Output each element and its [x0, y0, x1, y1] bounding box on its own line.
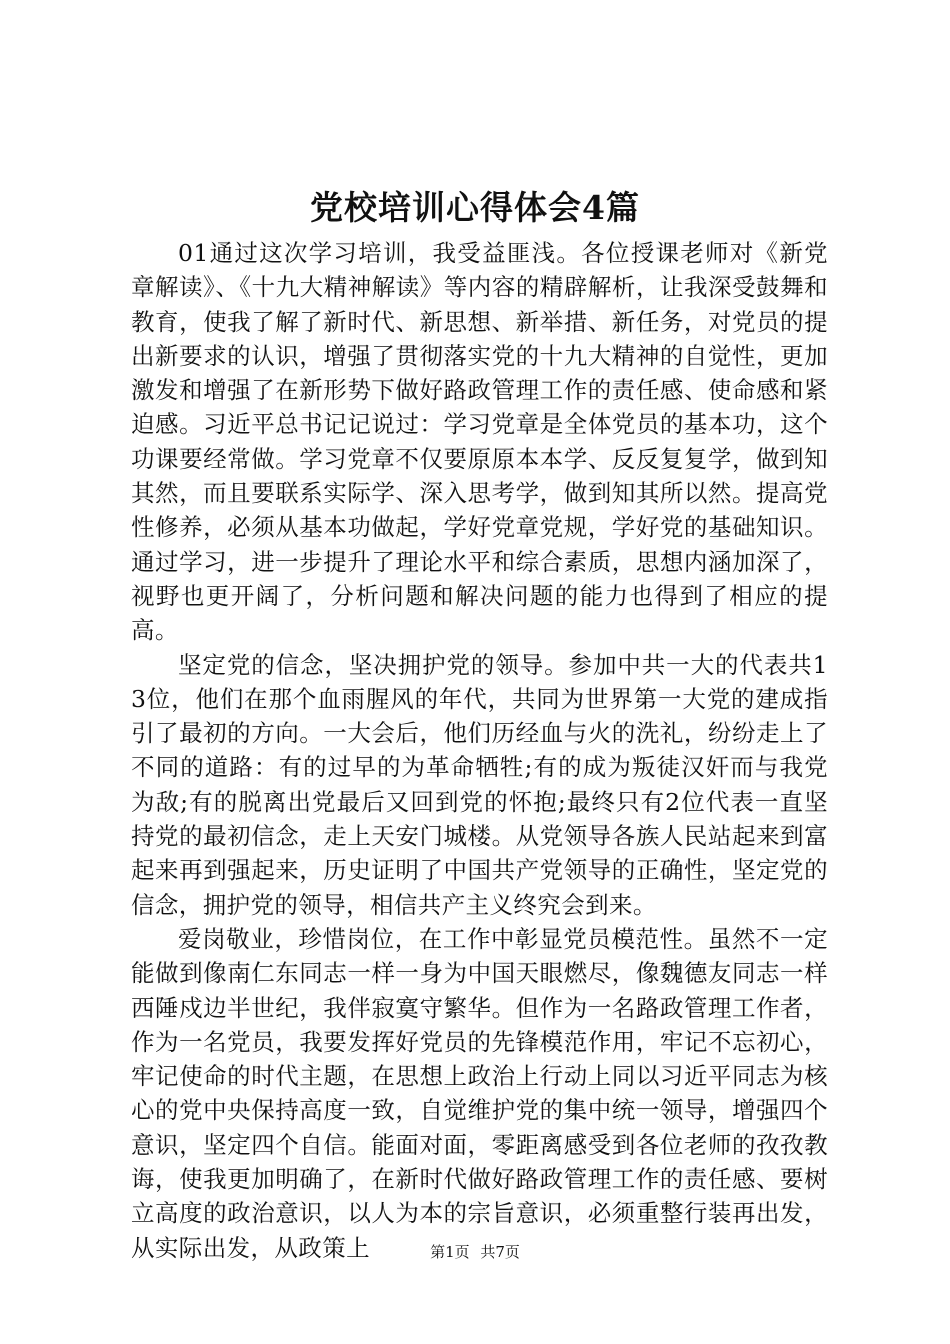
page-total: 共7页: [480, 1243, 520, 1261]
document-title: 党校培训心得体会4篇: [310, 188, 640, 227]
paragraph-2: 坚定党的信念，坚决拥护党的领导。参加中共一大的代表共13位，他们在那个血雨腥风的年代，共同为世界第一大党的建成指引了最初的方向。一大会后，他们历经血与火的洗礼，纷纷走上了不同的道路：有的过早的为革命牺牲;有的成为叛徒汉奸而与我党为敌;有的脱离出党最后又回到党的怀抱;最终只有2位代表一直坚持党的最初信念，走上天安门城楼。从党领导各族人民站起来到富起来再到强起来，历史证明了中国共产党领导的正确性，坚定党的信念，拥护党的领导，相信共产主义终究会到来。: [131, 650, 828, 919]
paragraph-3: 爱岗敬业，珍惜岗位，在工作中彰显党员模范性。虽然不一定能做到像南仁东同志一样一身为中国天眼燃尽，像魏德友同志一样西陲戍边半世纪，我伴寂寞守繁华。但作为一名路政管理工作者，作为一名党员，我要发挥好党员的先锋模范作用，牢记不忘初心，牢记使命的时代主题，在思想上政治上行动上同以习近平同志为核心的党中央保持高度一致，自觉维护党的集中统一领导，增强四个意识，坚定四个自信。能面对面，零距离感受到各位老师的孜孜教诲，使我更加明确了，在新时代做好路政管理工作的责任感、要树立高度的政治意识，以人为本的宗旨意识，必须重整行装再出发，从实际出发，从政策上: [131, 924, 828, 1262]
paragraph-1: 01通过这次学习培训，我受益匪浅。各位授课老师对《新党章解读》、《十九大精神解读》等内容的精辟解析，让我深受鼓舞和教育，使我了解了新时代、新思想、新举措、新任务，对党员的提出新要求的认识，增强了贯彻落实党的十九大精神的自觉性，更加激发和增强了在新形势下做好路政管理工作的责任感、使命感和紧迫感。习近平总书记记说过：学习党章是全体党员的基本功，这个功课要经常做。学习党章不仅要原原本本学、反反复复学，做到知其然，而且要联系实际学、深入思考学，做到知其所以然。提高党性修养，必须从基本功做起，学好党章党规，学好党的基础知识。通过学习，进一步提升了理论水平和综合素质，思想内涵加深了，视野也更开阔了，分析问题和解决问题的能力也得到了相应的提高。: [131, 239, 828, 645]
document-body: [131, 236, 828, 1265]
page-footer: [0, 1242, 950, 1262]
page-number: 第1页: [430, 1243, 470, 1261]
